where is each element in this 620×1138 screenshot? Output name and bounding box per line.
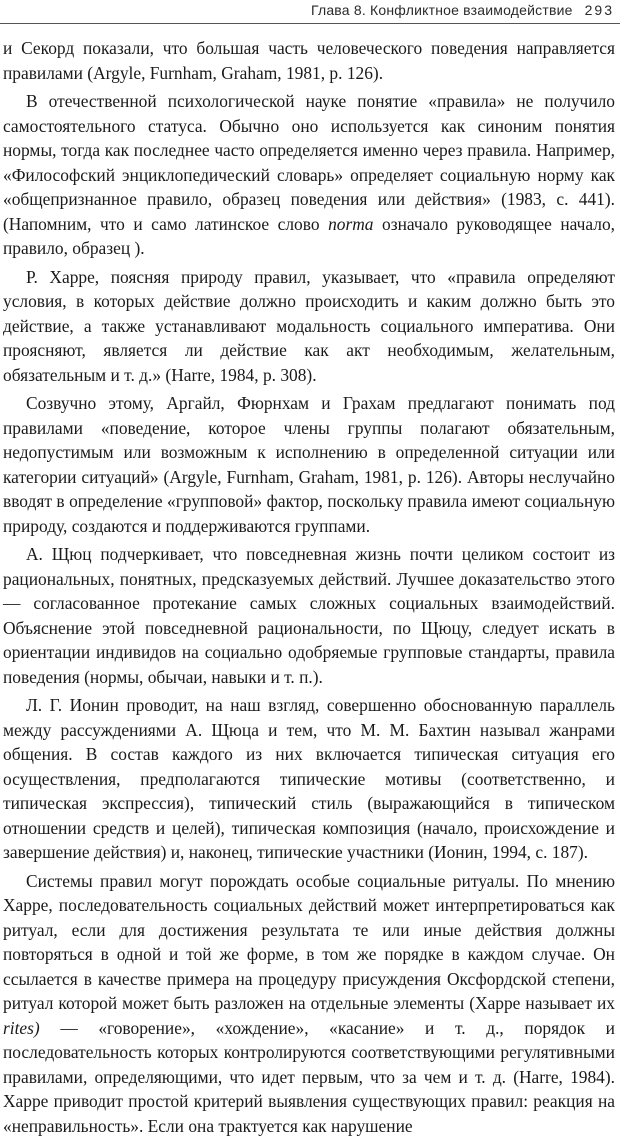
italic-term: norma (328, 214, 373, 234)
chapter-title: Глава 8. Конфликтное взаимодействие (311, 2, 573, 18)
paragraph-text: Л. Г. Ионин проводит, на наш взгляд, совершенно обоснованную параллель между рассуждениями А. Щюца и тем, что М. М. Бахтин называл жанрами общения. В состав каждого из них включается типическая ситуация его осуществления, предполагаются типические мотивы (соответственно, и типическая экспрессия), типический стиль (выражающийся в типическом отношении средств и целей), типическая композиция (начало, происхождение и завершение действия) и, наконец, типические участники (Ионин, 1994, с. 187). (3, 695, 615, 862)
paragraph-text: Системы правил могут порождать особые социальные ритуалы. По мнению Харре, последовательность социальных действий может интерпретироваться как ритуал, если для достижения результата те или иные действия должны повторяться в одной и той же форме, в том же порядке в каждом случае. Он ссылается в качестве примера на процедуру присуждения Оксфордской степени, ритуал которой может быть разложен на отдельные элементы (Харре называет их (3, 871, 615, 1014)
page-number: 293 (585, 2, 614, 18)
paragraph-text: А. Щюц подчеркивает, что повседневная жизнь почти целиком состоит из рациональных, понятных, предсказуемых действий. Лучшее доказательство этого — согласованное протекание самых сложных социальных взаимодействий. Объяснение этой повседневной рациональности, по Щюцу, следует искать в ориентации индивидов на социально одобряемые групповые стандарты, правила поведения (нормы, обычаи, навыки и т. п.). (3, 544, 615, 687)
header-divider (0, 23, 620, 24)
paragraph-text: В отечественной психологической науке понятие «правила» не получило самостоятельного статуса. Обычно оно используется как синоним понятия нормы, тогда как последнее часто определяется именно через правила. Например, «Философский энциклопедический словарь» определяет социальную норму как «общепризнанное правило, образец поведения или действия» (1983, с. 441). (Напомним, что и само латинское слово (3, 91, 615, 234)
paragraph (3, 391, 615, 538)
paragraph (3, 869, 615, 1138)
paragraph-text: Созвучно этому, Аргайл, Фюрнхам и Грахам предлагают понимать под правилами «поведение, которое члены группы полагают обязательным, недопустимым или возможным к исполнению в определенной ситуации или категории ситуаций» (Argyle, Furnham, Graham, 1981, p. 126). Авторы неслучайно вводят в определение «групповой» фактор, поскольку правила имеют социальную природу, создаются и поддерживаются группами. (3, 393, 615, 536)
running-header (311, 2, 614, 18)
paragraph (3, 265, 615, 388)
paragraph-text: — «говорение», «хождение», «касание» и т. д., порядок и последовательность которых контролируются соответствующими регулятивными правилами, определяющими, что идет первым, что за чем и т. д. (Harre, 1984). Харре приводит простой критерий выявления существующих правил: реакция на «неправильность». Если она трактуется как нарушение (3, 1018, 615, 1136)
paragraph (3, 89, 615, 261)
paragraph-text: Р. Харре, поясняя природу правил, указывает, что «правила определяют условия, в которых действие должно происходить и каким должно быть это действие, а также устанавливают модальность социального императива. Они проясняют, является ли действие как акт необходимым, желательным, обязательным и т. д.» (Harre, 1984, p. 308). (3, 267, 615, 385)
italic-term: rites) (3, 1018, 40, 1038)
paragraph-text: означало руководящее начало, правило, образец ). (3, 214, 615, 259)
paragraph (3, 36, 615, 85)
paragraph (3, 693, 615, 865)
paragraph (3, 542, 615, 689)
paragraph-text: и Секорд показали, что большая часть человеческого поведения направляется правилами (Argyle, Furnham, Graham, 1981, p. 126). (3, 38, 615, 83)
body-text (3, 36, 615, 1138)
